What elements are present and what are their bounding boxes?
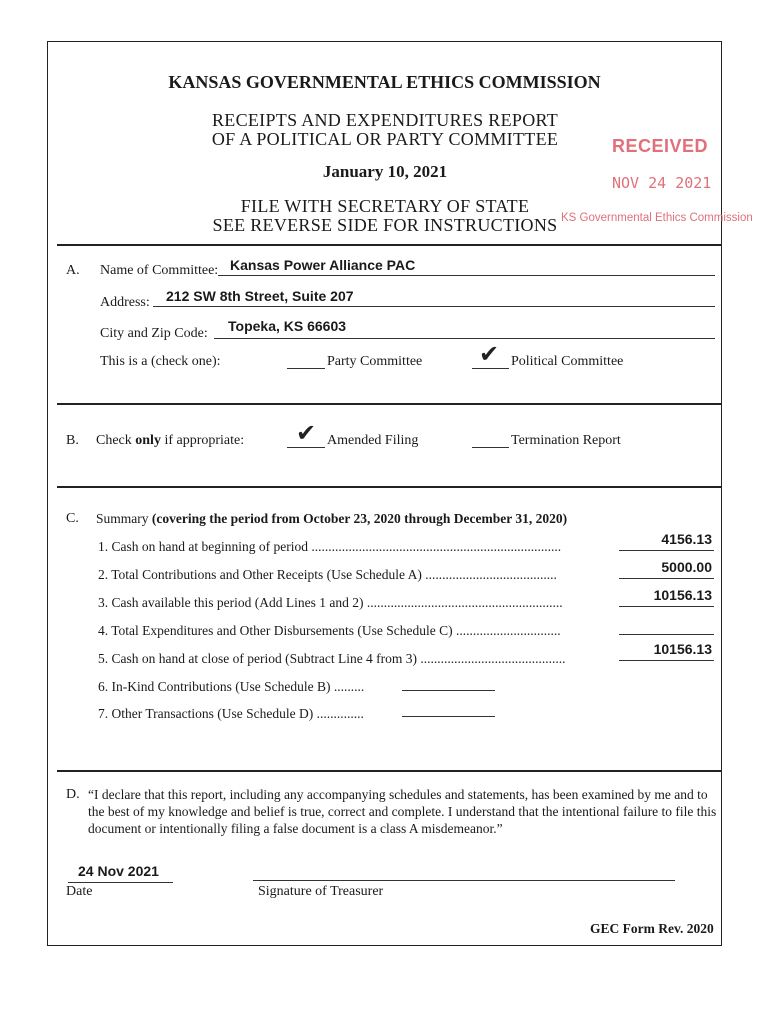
signature-label: Signature of Treasurer [258,884,384,899]
summary-line-7-label: 7. Other Transactions (Use Schedule D) .............. [98,706,364,721]
received-stamp: RECEIVED [612,136,709,156]
summary-line-1-underline [619,550,714,551]
summary-line-5-underline [619,660,714,661]
summary-line-1-value[interactable]: 4156.13 [661,531,712,547]
committee-name-label: Name of Committee: [100,263,219,278]
checkmark-icon: ✔ [479,340,500,368]
section-d-letter: D. [66,787,80,802]
received-stamp-date: NOV 24 2021 [612,174,712,192]
section-divider [57,403,722,405]
section-divider [57,486,722,488]
committee-name-underline [218,275,715,276]
political-committee-checkbox[interactable] [472,368,509,369]
summary-line-6-label: 6. In-Kind Contributions (Use Schedule B) ......... [98,679,365,694]
summary-line-5-value[interactable]: 10156.13 [653,641,712,657]
termination-report-checkbox[interactable] [472,447,509,448]
address-underline [153,306,715,307]
report-title-line2: OF A POLITICAL OR PARTY COMMITTEE [211,129,559,149]
file-with-secretary: FILE WITH SECRETARY OF STATE [240,196,530,216]
section-divider [57,770,722,772]
summary-line-1-label: 1. Cash on hand at beginning of period .......................................................................... [98,539,562,554]
termination-report-label: Termination Report [511,433,621,448]
summary-line-3-label: 3. Cash available this period (Add Lines 1 and 2) .......................................................... [98,595,563,610]
section-c-letter: C. [66,511,79,526]
date-label: Date [66,884,93,899]
date-field[interactable]: 24 Nov 2021 [78,863,159,879]
political-committee-label: Political Committee [511,354,624,369]
section-a-letter: A. [66,263,80,278]
report-title-line1: RECEIPTS AND EXPENDITURES REPORT [211,110,559,130]
signature-line[interactable] [253,880,675,881]
checkmark-icon: ✔ [296,419,317,447]
committee-type-label: This is a (check one): [100,354,221,369]
date-underline [68,882,173,883]
section-divider [57,244,722,246]
summary-line-5-label: 5. Cash on hand at close of period (Subtract Line 4 from 3) ........................................... [98,651,566,666]
summary-line-4-underline [619,634,714,635]
summary-line-3-value[interactable]: 10156.13 [653,587,712,603]
summary-line-7-underline [402,716,495,717]
amended-filing-checkbox[interactable] [287,447,325,448]
summary-heading: Summary (covering the period from October 23, 2020 through December 31, 2020) [96,511,568,526]
address-label: Address: [100,295,150,310]
summary-line-2-underline [619,578,714,579]
party-committee-label: Party Committee [327,354,423,369]
party-committee-checkbox[interactable] [287,368,325,369]
committee-name-field[interactable]: Kansas Power Alliance PAC [230,257,416,273]
summary-line-4-label: 4. Total Expenditures and Other Disbursements (Use Schedule C) ............................... [98,623,561,638]
agency-title: KANSAS GOVERNMENTAL ETHICS COMMISSION [168,72,601,92]
city-zip-label: City and Zip Code: [100,326,208,341]
received-stamp-agency: KS Governmental Ethics Commission [561,212,753,224]
summary-line-2-value[interactable]: 5000.00 [661,559,712,575]
summary-line-2-label: 2. Total Contributions and Other Receipts (Use Schedule A) ....................................... [98,567,557,582]
report-date: January 10, 2021 [322,162,448,181]
city-zip-underline [214,338,715,339]
summary-line-3-underline [619,606,714,607]
summary-line-6-underline [402,690,495,691]
section-b-label: Check only if appropriate: [96,433,245,448]
instructions-note: SEE REVERSE SIDE FOR INSTRUCTIONS [212,215,558,235]
amended-filing-label: Amended Filing [327,433,419,448]
declaration-text: “I declare that this report, including any accompanying schedules and statements, has been examined by me and to the best of my knowledge and belief is true, correct and complete. I understand that the intentional failure to file this document or intentionally filing a false document is a class A misdemeanor.” [88,787,717,836]
city-zip-field[interactable]: Topeka, KS 66603 [228,318,347,334]
form-revision: GEC Form Rev. 2020 [590,921,714,936]
section-b-letter: B. [66,433,79,448]
address-field[interactable]: 212 SW 8th Street, Suite 207 [166,288,354,304]
